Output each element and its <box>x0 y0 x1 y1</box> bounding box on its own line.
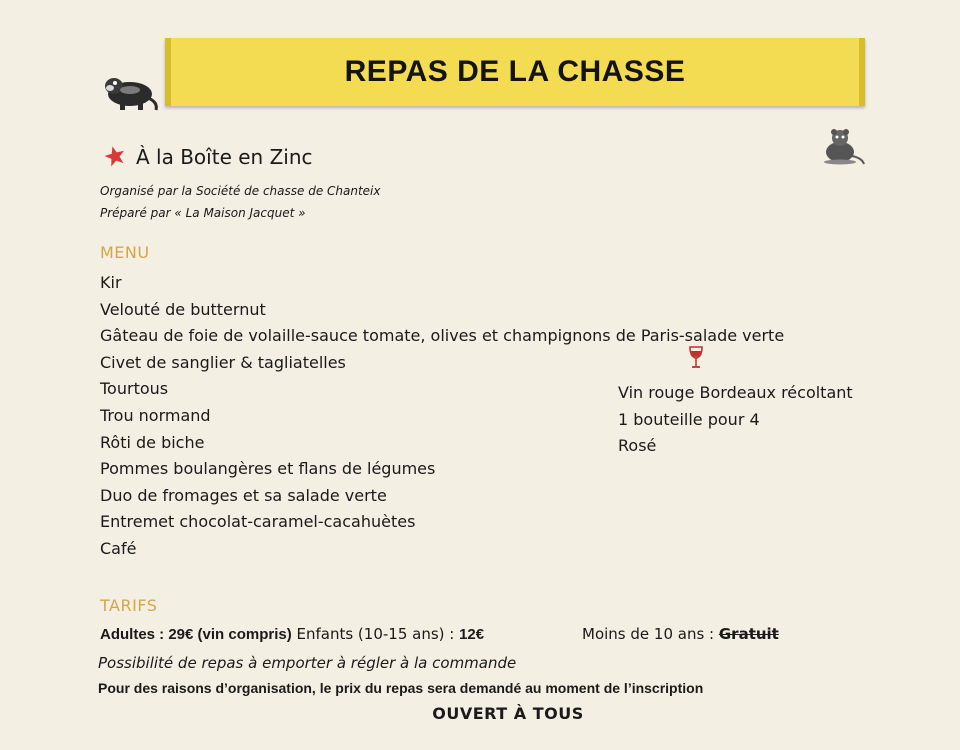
open-to-all: OUVERT À TOUS <box>432 704 584 723</box>
list-item: Rôti de biche <box>100 432 205 452</box>
list-item: Gâteau de foie de volaille-sauce tomate, olives et champignons de Paris-salade verte <box>100 326 785 346</box>
title-banner <box>165 38 865 106</box>
children-price: 12€ <box>459 626 485 643</box>
tarifs-heading: TARIFS <box>100 596 158 615</box>
caterer-line: Préparé par « La Maison Jacquet » <box>100 206 306 220</box>
price-under-10 <box>582 625 779 643</box>
under10-label: Moins de 10 ans : <box>582 625 719 643</box>
wine-list <box>618 380 853 460</box>
list-item: Duo de fromages et sa salade verte <box>100 485 387 505</box>
list-item: Civet de sanglier & tagliatelles <box>100 352 346 372</box>
cartoon-animal-icon <box>100 68 162 112</box>
red-star-icon <box>103 144 127 168</box>
page-title: REPAS DE LA CHASSE <box>344 55 686 88</box>
adults-label: Adultes : <box>100 626 169 643</box>
list-item: 1 bouteille pour 4 <box>618 409 760 429</box>
adults-price: 29€ (vin compris) <box>168 626 292 643</box>
list-item: Entremet chocolat-caramel-cacahuètes <box>100 512 416 532</box>
list-item: Velouté de butternut <box>100 299 266 319</box>
list-item: Pommes boulangères et flans de légumes <box>100 459 436 479</box>
list-item: Trou normand <box>100 405 211 425</box>
takeaway-note: Possibilité de repas à emporter à régler à la commande <box>98 654 517 672</box>
wine-glass-icon <box>688 346 704 370</box>
list-item: Kir <box>100 273 122 292</box>
list-item: Tourtous <box>100 379 169 399</box>
list-item: Vin rouge Bordeaux récoltant <box>618 383 853 402</box>
price-adults-children <box>100 625 484 643</box>
venue-name: À la Boîte en Zinc <box>136 145 313 169</box>
payment-notice: Pour des raisons d’organisation, le prix du repas sera demandé au moment de l’inscription <box>98 680 704 696</box>
menu-heading: MENU <box>100 243 150 262</box>
children-label: Enfants (10-15 ans) : <box>291 625 460 643</box>
list-item: Café <box>100 538 137 558</box>
cartoon-animal-icon <box>818 126 866 166</box>
list-item: Rosé <box>618 436 657 456</box>
under10-price: Gratuit <box>718 625 779 643</box>
organizer-line: Organisé par la Société de chasse de Chanteix <box>100 184 381 198</box>
